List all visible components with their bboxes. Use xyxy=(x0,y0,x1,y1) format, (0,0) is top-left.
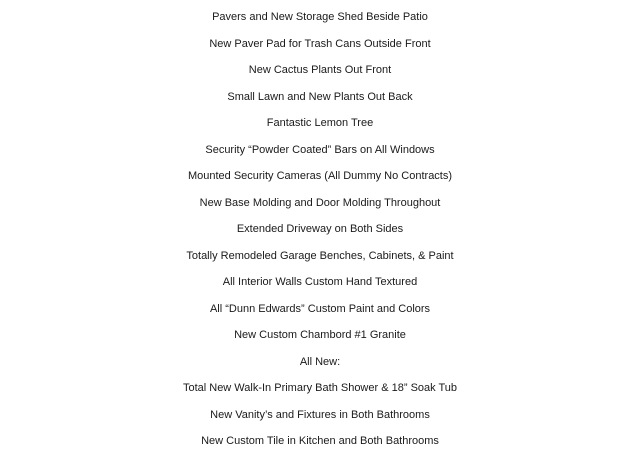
feature-item: All “Dunn Edwards” Custom Paint and Colors xyxy=(209,302,431,315)
feature-item: New Base Molding and Door Molding Throughout xyxy=(199,196,441,209)
feature-item: New Custom Chambord #1 Granite xyxy=(234,329,406,341)
feature-item: Extended Driveway on Both Sides xyxy=(236,223,404,235)
feature-item: Security “Powder Coated” Bars on All Windows xyxy=(205,143,435,156)
feature-item: New Cactus Plants Out Front xyxy=(248,64,392,76)
feature-item: Totally Remodeled Garage Benches, Cabinets, & Paint xyxy=(186,249,454,262)
feature-heading: All New: xyxy=(299,355,341,368)
feature-item: Fantastic Lemon Tree xyxy=(266,117,374,129)
feature-item: New Vanity’s and Fixtures in Both Bathrooms xyxy=(210,408,430,421)
feature-item: All Interior Walls Custom Hand Textured xyxy=(222,276,418,288)
feature-item: New Paver Pad for Trash Cans Outside Front xyxy=(209,37,431,50)
feature-item: Mounted Security Cameras (All Dummy No Contracts) xyxy=(187,170,453,182)
feature-item: Pavers and New Storage Shed Beside Patio xyxy=(212,11,428,23)
feature-item: Total New Walk-In Primary Bath Shower & 18” Soak Tub xyxy=(182,382,458,394)
feature-item: New Custom Tile in Kitchen and Both Bathrooms xyxy=(201,435,439,447)
feature-item: Small Lawn and New Plants Out Back xyxy=(227,90,413,103)
feature-list xyxy=(0,4,640,455)
